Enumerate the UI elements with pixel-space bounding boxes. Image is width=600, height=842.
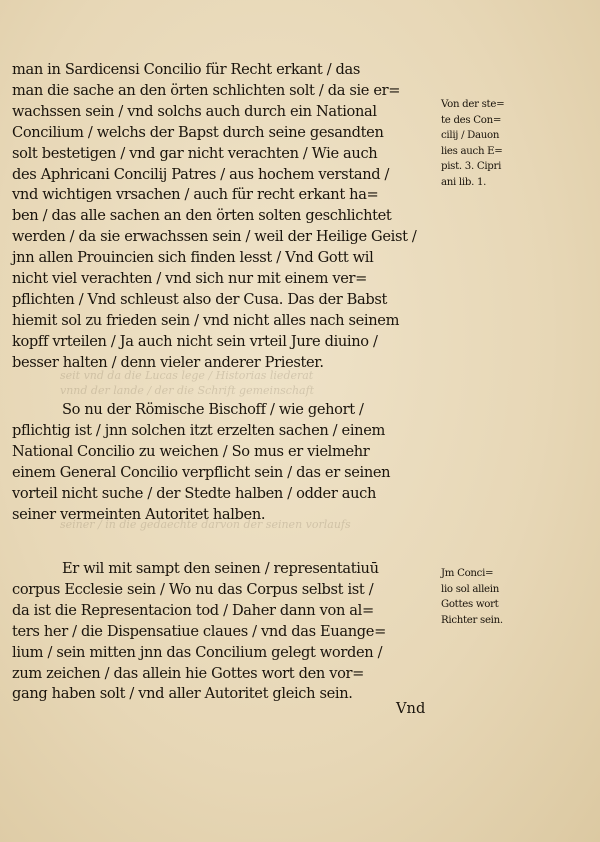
margin-note-line: te des Con= [441, 114, 502, 126]
text-line: Er wil mit sampt den seinen / representatiuū [62, 560, 379, 577]
text-line: zum zeichen / das allein hie Gottes wort den vor= [12, 664, 365, 682]
text-line: solt bestetigen / vnd gar nicht verachten / Wie auch [12, 144, 378, 162]
text-line: ters her / die Dispensatiue claues / vnd das Euange= [12, 622, 386, 640]
margin-note-1 [441, 97, 531, 191]
margin-note-line: Richter sein. [441, 614, 503, 626]
text-line: pflichten / Vnd schleust also der Cusa. Das der Babst [12, 290, 388, 308]
paragraph-3 [12, 559, 434, 705]
text-line: gang haben solt / vnd aller Autoritet gleich sein. [12, 685, 353, 703]
margin-note-line: lio sol allein [441, 583, 499, 595]
text-line: man in Sardicensi Concilio für Recht erkant / das [12, 61, 361, 78]
text-line: kopff vrteilen / Ja auch nicht sein vrteil Jure diuino / [12, 332, 378, 350]
catchword: Vnd [396, 700, 426, 717]
paragraph-2 [12, 400, 434, 525]
text-line: werden / da sie erwachssen sein / weil der Heilige Geist / [12, 228, 417, 246]
margin-note-line: cilij / Dauon [441, 130, 500, 142]
text-line: corpus Ecclesie sein / Wo nu das Corpus selbst ist / [12, 580, 374, 598]
text-line: vnd wichtigen vrsachen / auch für recht erkant ha= [12, 186, 379, 204]
margin-note-line: ani lib. 1. [441, 176, 487, 188]
text-line: einem General Concilio verpflicht sein / das er seinen [12, 463, 391, 481]
text-line: pflichtig ist / jnn solchen itzt erzelten sachen / einem [12, 421, 385, 439]
text-line: des Aphricani Concilij Patres / aus hochem verstand / [12, 165, 390, 183]
text-line: Concilium / welchs der Bapst durch seine gesandten [12, 123, 384, 141]
text-line: So nu der Römische Bischoff / wie gehort / [62, 401, 364, 418]
text-line: nicht viel verachten / vnd sich nur mit einem ver= [12, 270, 368, 288]
text-line: da ist die Representacion tod / Daher dann von al= [12, 601, 374, 619]
margin-note-line: lies auch E= [441, 145, 503, 157]
paragraph-1 [12, 60, 434, 374]
text-line: National Concilio zu weichen / So mus er vielmehr [12, 442, 370, 460]
text-line: jnn allen Prouincien sich finden lesst / Vnd Gott wil [12, 249, 374, 267]
margin-note-line: pist. 3. Cipri [441, 161, 502, 173]
text-line: besser halten / denn vieler anderer Priester. [12, 353, 324, 371]
show-through-text: seit vnd da die Lucas lege / Historias liederat vnnd der lande / der die Schrift gemeinschaft [60, 369, 315, 397]
text-line: seiner vermeinten Autoritet halben. [12, 505, 266, 523]
text-line: vorteil nicht suche / der Stedte halben / odder auch [12, 484, 377, 502]
text-line: ben / das alle sachen an den örten solten geschlichtet [12, 207, 392, 225]
margin-note-2 [441, 566, 531, 628]
margin-note-line: Gottes wort [441, 599, 499, 611]
text-line: hiemit sol zu frieden sein / vnd nicht alles nach seinem [12, 311, 400, 329]
text-line: wachssen sein / vnd solchs auch durch ein National [12, 102, 377, 120]
text-line: man die sache an den örten schlichten solt / da sie er= [12, 81, 401, 99]
margin-note-line: Von der ste= [441, 99, 505, 110]
show-through-text: seiner / in die gedaechte darvon der seinen vorlaufs [60, 518, 351, 531]
margin-note-line: Jm Conci= [441, 568, 494, 579]
text-line: lium / sein mitten jnn das Concilium gelegt worden / [12, 643, 383, 661]
